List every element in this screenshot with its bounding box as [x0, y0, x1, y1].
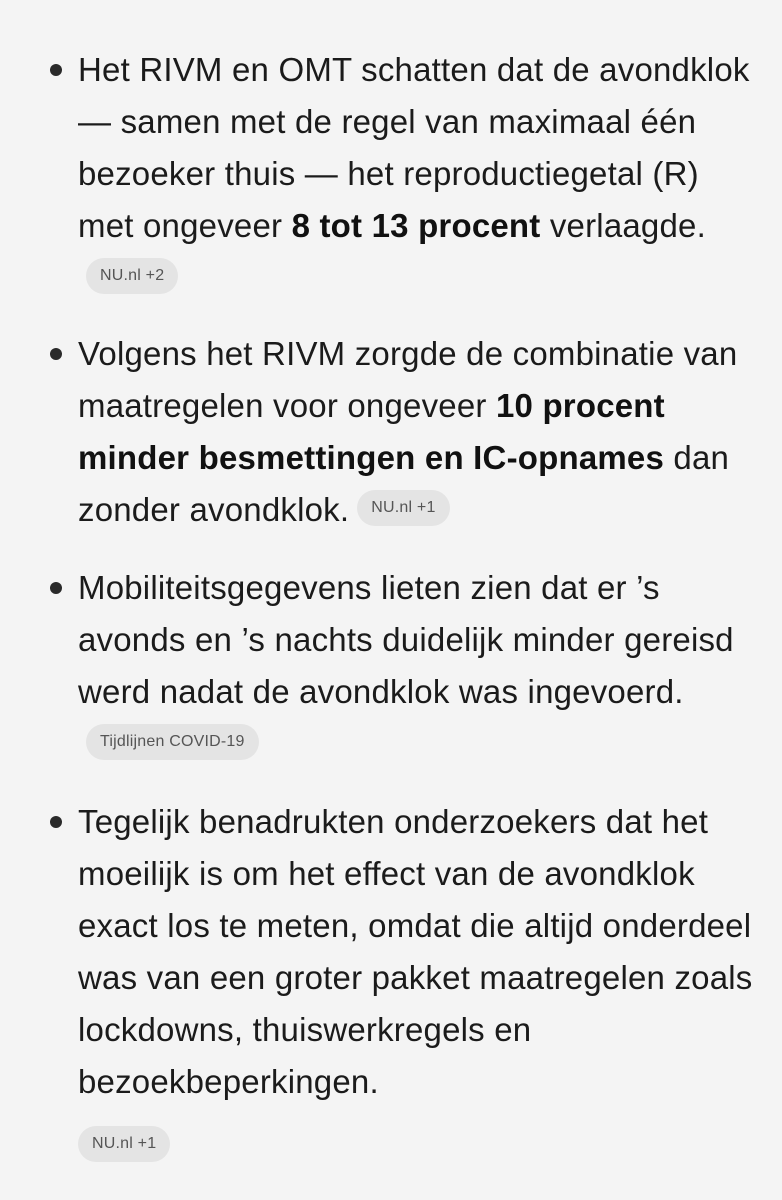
- bullet-text-part: dan zonder avondklok.: [78, 439, 730, 528]
- bullet-text-part: Het RIVM en OMT schatten dat de avondklok — samen met de regel van maximaal één bezoeker thuis — het reproductiegetal (R) met ongeveer: [78, 51, 750, 244]
- bullet-dot-icon: [50, 816, 62, 828]
- bullet-text-part: verlaagde.: [540, 207, 706, 244]
- bullet-text-part: Volgens het RIVM zorgde de combinatie van maatregelen voor ongeveer: [78, 335, 738, 424]
- bullet-text-part: Tegelijk benadrukten onderzoekers dat het moeilijk is om het effect van de avondklok exact los te meten, omdat die altijd onderdeel was van een groter pakket maatregelen zoals lockdowns, thuiswerkregels en bezoekbeperkingen.: [78, 803, 753, 1100]
- bullet-text: [78, 562, 758, 770]
- chip-row: [78, 1116, 758, 1168]
- bullet-text: [78, 44, 758, 304]
- bullet-text: [78, 328, 758, 536]
- bullet-bold-text: 8 tot 13 procent: [291, 207, 541, 244]
- bullet-bold-text: 10 procent minder besmettingen en IC-opnames: [78, 387, 665, 476]
- bullet-dot-icon: [50, 582, 62, 594]
- source-chip[interactable]: Tijdlijnen COVID-19: [86, 724, 259, 760]
- source-chip[interactable]: NU.nl +1: [357, 490, 449, 526]
- bullet-dot-icon: [50, 64, 62, 76]
- bullet-text-part: Mobiliteitsgegevens lieten zien dat er ’s avonds en ’s nachts duidelijk minder gereisd werd nadat de avondklok was ingevoerd.: [78, 569, 734, 710]
- source-chip[interactable]: NU.nl +1: [78, 1126, 170, 1162]
- bullet-dot-icon: [50, 348, 62, 360]
- bullet-text: [78, 796, 758, 1168]
- source-chip[interactable]: NU.nl +2: [86, 258, 178, 294]
